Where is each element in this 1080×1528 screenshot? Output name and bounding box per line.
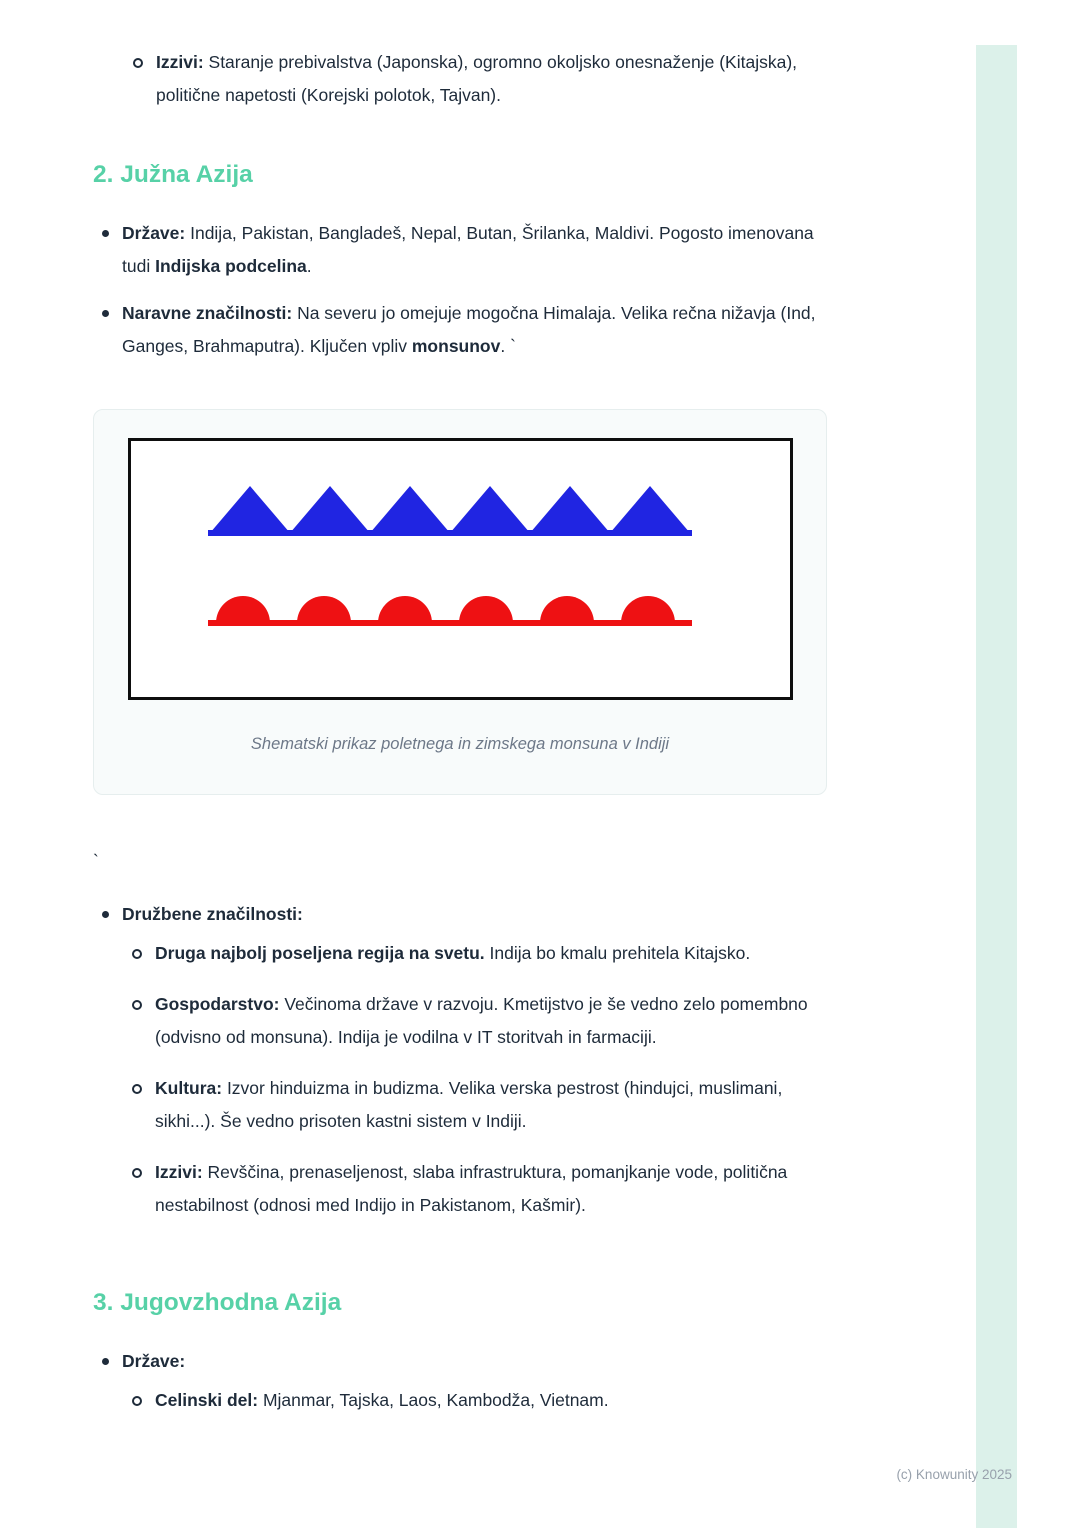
- bold-text: Naravne značilnosti:: [122, 303, 293, 323]
- jugovzhodna-azija-list: [93, 1345, 835, 1435]
- text: Indija bo kmalu prehitela Kitajsko.: [484, 943, 751, 963]
- circle-bullet-icon: [132, 1396, 142, 1406]
- bold-text: monsunov: [411, 336, 501, 356]
- text: Mjanmar, Tajska, Laos, Kambodža, Vietnam.: [258, 1390, 609, 1410]
- list-item: [132, 1384, 835, 1417]
- list-item-text: [155, 1156, 835, 1222]
- list-item-text: [156, 46, 835, 112]
- bold-text: Kultura:: [155, 1078, 223, 1098]
- social-sub-list: [132, 937, 835, 1222]
- bold-text: Izzivi:: [155, 1162, 203, 1182]
- monsoon-figure: [93, 409, 827, 795]
- circle-bullet-icon: [132, 1000, 142, 1010]
- text: .: [306, 256, 312, 276]
- circle-bullet-icon: [133, 58, 143, 68]
- social-characteristics-list: [93, 898, 835, 1240]
- list-item-text: [122, 1345, 835, 1435]
- list-item: [93, 898, 835, 1240]
- bold-text: Indijska podcelina: [155, 256, 307, 276]
- bold-text: Družbene značilnosti:: [122, 904, 303, 924]
- copyright-footer: (c) Knowunity 2025: [896, 1467, 1012, 1482]
- juzna-azija-list: [93, 217, 835, 363]
- text: Na severu jo omejuje mogočna Himalaja. Velika rečna nižavja (Ind, Ganges, Brahmaputra). Ključen vpliv: [122, 303, 816, 356]
- circle-bullet-icon: [132, 1168, 142, 1178]
- drzave-sub-list: [132, 1384, 835, 1417]
- circle-bullet-icon: [132, 949, 142, 959]
- monsoon-schematic-svg: [131, 441, 790, 697]
- page-accent-stripe: [976, 45, 1017, 1528]
- section-heading-jugovzhodna-azija: 3. Jugovzhodna Azija: [93, 1289, 342, 1316]
- monsoon-diagram: [128, 438, 793, 700]
- bold-text: Države:: [122, 1351, 186, 1371]
- text: Večinoma države v razvoju. Kmetijstvo je še vedno zelo pomembno (odvisno od monsuna). Indija je vodilna v IT storitvah in farmaciji.: [155, 994, 808, 1047]
- winter-monsoon-waves: [208, 596, 692, 626]
- list-item-text: [122, 217, 835, 283]
- list-item-text: [155, 937, 835, 970]
- summer-monsoon-mountains: [208, 486, 692, 536]
- document-content: [93, 0, 835, 1449]
- text: Izvor hinduizma in budizma. Velika verska pestrost (hindujci, muslimani, sikhi...). Še vedno prisoten kastni sistem v Indiji.: [155, 1078, 783, 1131]
- section-heading-juzna-azija: 2. Južna Azija: [93, 161, 253, 188]
- disc-bullet-icon: [102, 230, 109, 237]
- list-item: [132, 1156, 835, 1222]
- bold-text: Celinski del:: [155, 1390, 259, 1410]
- text: . `: [500, 336, 516, 356]
- disc-bullet-icon: [102, 1358, 109, 1365]
- list-item-text: [122, 297, 835, 363]
- list-item: [93, 1345, 835, 1435]
- list-item: [132, 988, 835, 1054]
- text: Revščina, prenaseljenost, slaba infrastruktura, pomanjkanje vode, politična nestabilnost (odnosi med Indijo in Pakistanom, Kašmir).: [155, 1162, 788, 1215]
- list-item-text: [155, 1072, 835, 1138]
- list-item: [132, 1072, 835, 1138]
- list-item-text: [155, 1384, 835, 1417]
- list-item: [133, 46, 835, 112]
- list-item-text: [155, 988, 835, 1054]
- stray-backtick: `: [93, 851, 99, 871]
- disc-bullet-icon: [102, 911, 109, 918]
- disc-bullet-icon: [102, 310, 109, 317]
- bold-text: Druga najbolj poseljena regija na svetu.: [155, 943, 485, 963]
- circle-bullet-icon: [132, 1084, 142, 1094]
- text: Staranje prebivalstva (Japonska), ogromno okoljsko onesnaženje (Kitajska), politične napetosti (Korejski polotok, Tajvan).: [156, 52, 798, 105]
- list-item-text: [122, 898, 835, 1240]
- bold-text: Gospodarstvo:: [155, 994, 280, 1014]
- bold-text: Izzivi:: [156, 52, 204, 72]
- list-item: [132, 937, 835, 970]
- bold-text: Države:: [122, 223, 186, 243]
- figure-caption: Shematski prikaz poletnega in zimskega monsuna v Indiji: [250, 735, 670, 753]
- list-item: [93, 217, 835, 283]
- text: Indija, Pakistan, Bangladeš, Nepal, Butan, Šrilanka, Maldivi. Pogosto imenovana tudi: [122, 223, 814, 276]
- challenges-list: [133, 46, 835, 112]
- list-item: [93, 297, 835, 363]
